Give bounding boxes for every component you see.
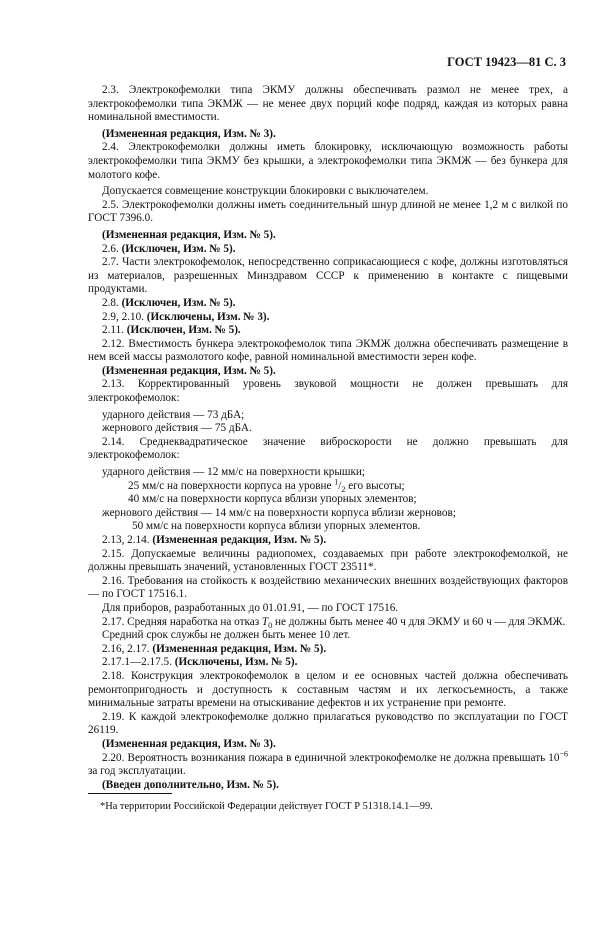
clause-2-13: 2.13. Корректированный уровень звуковой мощности не должен превышать для электрокофемолок:: [88, 378, 568, 405]
amendment-note: (Измененная редакция, Изм. № 5).: [152, 534, 327, 546]
clause-text: 2.17. Средняя наработка на отказ: [102, 615, 262, 628]
clause-2-15: 2.15. Допускаемые величины радиопомех, создаваемых при работе электрокофемолкой, не должны превышать значений, установленных ГОСТ 23511*.: [88, 547, 568, 574]
clause-2-13-2-14: [88, 534, 568, 548]
list-item: [88, 476, 568, 494]
amendment-note: (Измененная редакция, Изм. № 3).: [102, 127, 276, 140]
exponent-base: 10: [548, 751, 560, 764]
clause-2-16-2-17: [88, 643, 568, 657]
list-item: ударного действия — 12 мм/с на поверхности крышки;: [102, 466, 366, 479]
clause-2-4-b: Допускается совмещение конструкции блокировки с выключателем.: [102, 185, 429, 198]
clause-2-19: 2.19. К каждой электрокофемолке должно прилагаться руководство по эксплуатации по ГОСТ 26119.: [88, 710, 568, 737]
amendment-note: (Измененная редакция, Изм. № 5).: [102, 228, 276, 241]
exponent: −6: [559, 748, 568, 758]
amendment-note: (Измененная редакция, Изм. № 5).: [102, 364, 276, 377]
clause-number: 2.6.: [102, 242, 119, 255]
clause-number: 2.11.: [102, 324, 124, 337]
amendment-note: (Исключен, Изм. № 5).: [121, 242, 236, 255]
amendment-note: (Измененная редакция, Изм. № 5).: [152, 642, 327, 655]
list-item: 40 мм/с на поверхности корпуса вблизи упорных элементов;: [128, 493, 417, 506]
list-item: жернового действия — 14 мм/с на поверхности корпуса вблизи жерновов;: [102, 506, 456, 519]
clause-2-17-1: [88, 656, 568, 670]
clause-2-17-b: Средний срок службы не должен быть менее 10 лет.: [102, 629, 351, 642]
clause-2-20: [88, 748, 568, 779]
clause-number: 2.16, 2.17.: [102, 642, 150, 655]
clause-2-5: 2.5. Электрокофемолки должны иметь соединительный шнур длиной не менее 1,2 м с вилкой по ГОСТ 7396.0.: [88, 198, 568, 225]
list-item: 50 мм/с на поверхности корпуса вблизи упорных элементов.: [132, 520, 421, 533]
clause-text: 2.20. Вероятность возникания пожара в единичной электрокофемолке не должна превышать: [102, 751, 549, 764]
clause-number: 2.9, 2.10.: [102, 310, 144, 323]
clause-2-14: 2.14. Среднеквадратическое значение виброскорости не должно превышать для электрокофемолок:: [88, 435, 568, 462]
footnote: *На территории Российской Федерации действует ГОСТ Р 51318.14.1—99.: [100, 801, 433, 812]
clause-2-11: [88, 324, 568, 338]
clause-2-8: [88, 297, 568, 311]
clause-2-9: [88, 311, 568, 325]
clause-2-18: 2.18. Конструкция электрокофемолок в целом и ее основных частей должна обеспечивать ремонтопригодность и доступность к составным частям и их легкосъемность, а также минимальные затраты времени на отыскивание дефектов и их устранение при ремонте.: [88, 669, 568, 710]
amendment-note: (Исключены, Изм. № 5).: [174, 656, 298, 669]
clause-2-17: [88, 616, 568, 630]
clause-2-4: 2.4. Электрокофемолки должны иметь блокировку, исключающую возможность работы электрокофемолки типа ЭКМУ без крышки, а электрокофемолки типа ЭКМЖ — без бункера для молотого кофе.: [88, 141, 568, 181]
clause-2-12: 2.12. Вместимость бункера электрокофемолок типа ЭКМЖ должна обеспечивать размещение в нем всей массы размолотого кофе, равной номинальной вместимости зерен кофе.: [88, 337, 568, 364]
clause-2-3: 2.3. Электрокофемолки типа ЭКМУ должны обеспечивать размол не менее трех, а электрокофемолки типа ЭКМЖ — не менее двух порций кофе подряд, каждая из которых равна номинальной вместимости.: [88, 84, 568, 124]
fraction: $^1/_2$: [334, 476, 346, 494]
clause-2-6: [88, 243, 568, 257]
clause-2-16-b: Для приборов, разработанных до 01.01.91, — по ГОСТ 17516.: [102, 601, 399, 614]
fraction-numerator: 1: [334, 476, 339, 486]
list-item-text: его высоты;: [345, 479, 405, 492]
clause-2-7: 2.7. Части электрокофемолок, непосредственно соприкасающиеся с кофе, должны изготовляться из материалов, разрешенных Минздравом СССР к применению в контакте с пищевыми продуктами.: [88, 256, 568, 296]
symbol-t: T: [261, 615, 269, 628]
clause-number: 2.8.: [102, 296, 119, 309]
list-item-text: 25 мм/с на поверхности корпуса на уровне: [128, 479, 335, 492]
list-item: жернового действия — 75 дБА.: [102, 422, 252, 435]
document-body: [88, 84, 568, 792]
clause-2-16: 2.16. Требования на стойкость к воздействию механических внешних воздействующих факторов — по ГОСТ 17516.1.: [88, 574, 568, 601]
clause-number: 2.13, 2.14.: [102, 534, 150, 546]
clause-text: не должны быть менее 40 ч для ЭКМУ и 60 ч — для ЭКМЖ.: [272, 615, 566, 628]
fraction-denominator: 2: [341, 484, 346, 494]
amendment-note: (Измененная редакция, Изм. № 3).: [102, 737, 276, 750]
footnote-separator: [88, 793, 172, 794]
page-header: ГОСТ 19423—81 С. 3: [447, 55, 566, 69]
amendment-note: (Введен дополнительно, Изм. № 5).: [102, 778, 279, 791]
amendment-note: (Исключены, Изм. № 3).: [146, 310, 270, 323]
clause-text: за год эксплуатации.: [88, 765, 186, 778]
amendment-note: (Исключен, Изм. № 5).: [126, 324, 241, 337]
symbol-subscript: 0: [268, 620, 273, 630]
list-item: ударного действия — 73 дБА;: [102, 408, 245, 421]
amendment-note: (Исключен, Изм. № 5).: [121, 296, 236, 309]
clause-number: 2.17.1—2.17.5.: [102, 656, 172, 669]
